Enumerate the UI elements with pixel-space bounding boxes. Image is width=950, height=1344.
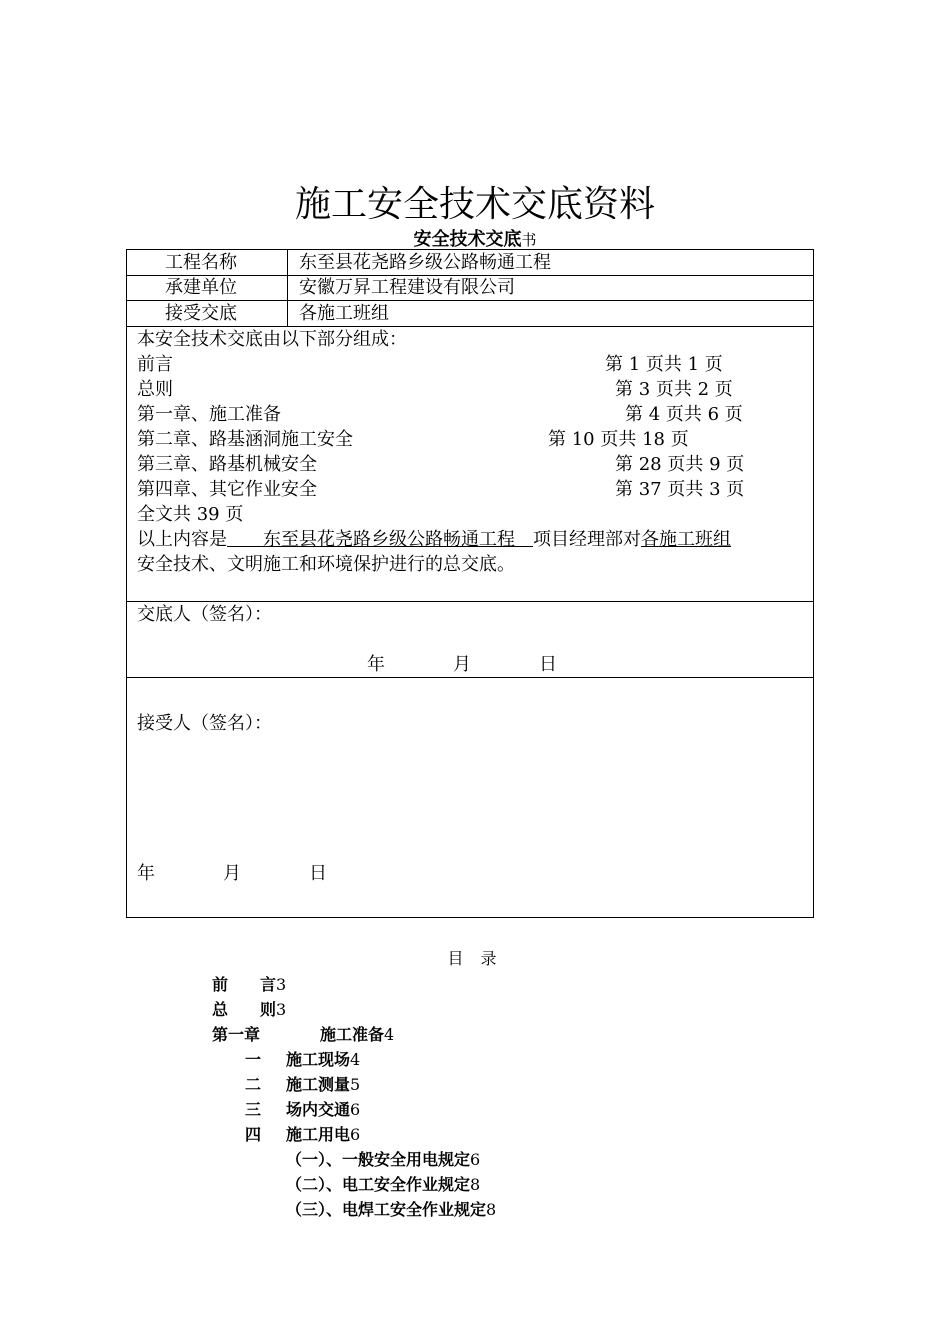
toc-entry-num	[245, 1047, 261, 1070]
section-pages: 第 28 页共 9 页	[615, 454, 745, 475]
toc-entry	[320, 1022, 394, 1045]
toc-entry-title: 施工现场	[286, 1050, 351, 1069]
disclosure-form-table	[126, 249, 814, 918]
toc-entry-page: 8	[486, 1200, 497, 1219]
row-divider	[127, 677, 813, 678]
toc-entry-page: 4	[384, 1025, 395, 1044]
toc-entry	[286, 1172, 480, 1195]
receiver-signature-label: 接受人（签名）：	[137, 713, 272, 734]
toc-entry	[212, 997, 286, 1020]
toc-entry	[286, 1122, 360, 1145]
toc-entry-page: 6	[470, 1150, 481, 1169]
toc-entry-label: 总 则	[212, 1000, 277, 1019]
section-pages: 第 3 页共 2 页	[615, 379, 733, 400]
toc-entry-title: （三）、电焊工安全作业规定	[286, 1200, 487, 1219]
column-divider	[287, 250, 288, 326]
section-name: 第二章、路基涵洞施工安全	[137, 429, 353, 450]
toc-entry-title: （一）、一般安全用电规定	[286, 1150, 471, 1169]
section-pages: 第 37 页共 3 页	[615, 479, 745, 500]
toc-entry	[286, 1197, 496, 1220]
section-pages: 第 4 页共 6 页	[625, 404, 743, 425]
toc-entry-title: 施工用电	[286, 1125, 351, 1144]
section-pages: 第 1 页共 1 页	[605, 354, 723, 375]
section-name: 第一章、施工准备	[137, 404, 281, 425]
recipient-value: 各施工班组	[299, 303, 389, 324]
toc-entry-title: 场内交通	[286, 1100, 351, 1119]
toc-title: 目 录	[447, 949, 503, 968]
toc-entry-page: 3	[276, 975, 287, 994]
contractor-label: 承建单位	[165, 277, 237, 298]
toc-entry-num	[245, 1072, 261, 1095]
summary-project: 东至县花尧路乡级公路畅通工程	[227, 529, 533, 550]
recipient-label: 接受交底	[165, 303, 237, 324]
toc-entry-page: 6	[350, 1100, 361, 1119]
section-pages: 第 10 页共 18 页	[548, 429, 689, 450]
toc-entry	[212, 972, 286, 995]
form-title-suffix: 书	[521, 231, 537, 249]
receiver-month: 月	[223, 863, 241, 884]
receiver-year: 年	[137, 863, 155, 884]
summary-prefix: 以上内容是	[137, 529, 227, 550]
toc-entry-page: 6	[350, 1125, 361, 1144]
receiver-day: 日	[309, 863, 327, 884]
summary-team: 各施工班组	[641, 529, 731, 550]
toc-num-label: 二	[245, 1075, 262, 1094]
toc-entry-page: 3	[276, 1000, 287, 1019]
section-name: 第四章、其它作业安全	[137, 479, 317, 500]
form-title-main: 安全技术交底	[413, 229, 522, 250]
toc-entry-title: 施工准备	[320, 1025, 385, 1044]
toc-entry-num	[245, 1097, 261, 1120]
toc-entry	[286, 1097, 360, 1120]
toc-entry	[286, 1047, 360, 1070]
toc-entry	[212, 1022, 260, 1045]
project-name-label: 工程名称	[165, 252, 237, 273]
toc-entry	[286, 1072, 360, 1095]
summary-middle: 项目经理部对	[533, 529, 641, 550]
project-name-value: 东至县花尧路乡级公路畅通工程	[299, 252, 551, 273]
toc-entry-page: 8	[470, 1175, 481, 1194]
giver-year: 年	[367, 654, 385, 675]
total-pages: 全文共 39 页	[137, 504, 244, 525]
composition-intro: 本安全技术交底由以下部分组成：	[137, 329, 407, 350]
giver-signature-label: 交底人（签名）：	[137, 604, 272, 625]
section-name: 总则	[137, 379, 173, 400]
toc-num-label: 一	[245, 1050, 262, 1069]
toc-num-label: 三	[245, 1100, 262, 1119]
section-name: 前言	[137, 354, 173, 375]
contractor-value: 安徽万昇工程建设有限公司	[299, 277, 515, 298]
toc-entry-page: 5	[350, 1075, 361, 1094]
summary-line-2: 安全技术、文明施工和环境保护进行的总交底。	[137, 554, 515, 575]
toc-entry-label: 第一章	[212, 1025, 261, 1044]
form-title	[0, 225, 950, 251]
toc-num-label: 四	[245, 1125, 262, 1144]
toc-entry-num	[245, 1122, 261, 1145]
toc-entry	[286, 1147, 480, 1170]
toc-entry-page: 4	[350, 1050, 361, 1069]
toc-entry-label: 前 言	[212, 975, 277, 994]
toc-entry-title: （二）、电工安全作业规定	[286, 1175, 471, 1194]
summary-line-1	[137, 527, 731, 552]
giver-day: 日	[539, 654, 557, 675]
toc-entry-title: 施工测量	[286, 1075, 351, 1094]
giver-month: 月	[453, 654, 471, 675]
section-name: 第三章、路基机械安全	[137, 454, 317, 475]
document-title: 施工安全技术交底资料	[294, 184, 655, 225]
